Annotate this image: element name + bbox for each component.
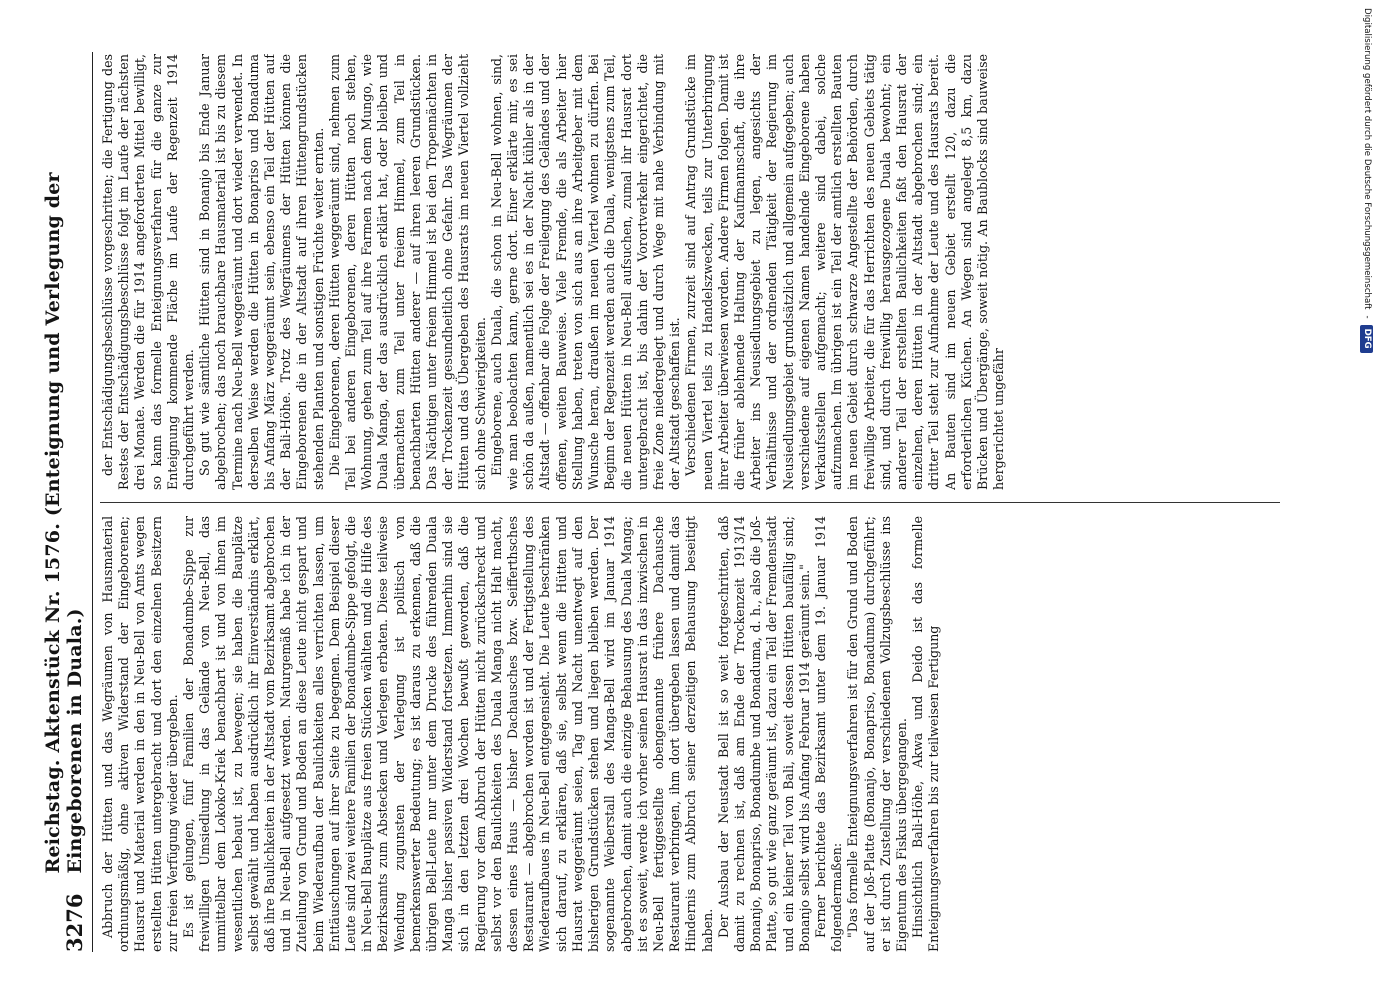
paragraph: Es ist gelungen, fünf Familien der Bonadumbe-Sippe zur freiwilligen Umsiedlung in das Gelände von Neu-Bell, das unmittelbar dem Lokoko-Kriek benachbart ist und von ihnen im wesentlichen bebaut ist, zu bewegen; sie haben die Bauplätze selbst gewählt und haben ausdrücklich ihr Einverständnis erklärt, daß ihre Baulichkeiten in der Altstadt vom Bezirksamt abgebrochen und in Neu-Bell aufgesetzt werden. Naturgemäß habe ich in der Zuteilung von Grund und Boden an diese Leute nicht gespart und beim Wiederaufbau der Baulichkeiten alles verrichten lassen, um Enttäuschungen auf ihrer Seite zu begegnen. Dem Beispiel dieser Leute sind zwei weitere Familien der Bonadumbe-Sippe gefolgt, die in Neu-Bell Bauplätze aus freien Stücken wählten und die Hilfe des Bezirksamts zum Abstecken und Verlegen erbaten. Diese teilweise Wendung zugunsten der Verlegung ist politisch von bemerkenswerter Bedeutung; es ist daraus zu erkennen, daß die übrigen Bell-Leute nur unter dem Drucke des führenden Duala Manga bisher passiven Widerstand fortsetzen. Immerhin sind sie sich in den letzten drei Wochen bewußt geworden, daß die Regierung vor dem Abbruch der Hütten nicht zurückschreckt und selbst vor den Baulichkeiten des Duala Manga nicht Halt macht, dessen eines Haus — bisher Dachausches bzw. Seifferthsches Restaurant — abgebrochen worden ist und der Fertigstellung des Wiederaufbaues in Neu-Bell entgegensieht. Die Leute beschränken sich darauf, zu erklären, daß sie, selbst wenn die Hütten und Hausrat weggeräumt seien, Tag und Nacht unentwegt auf den bisherigen Grundstücken stehen und liegen bleiben werden. Der sogenannte Weiberstall des Manga-Bell wird im Januar 1914 abgebrochen, damit auch die einzige Behausung des Duala Manga; ist es soweit, werde ich vorher seinen Hausrat in das inzwischen in Neu-Bell fertiggestellte obengenannte frühere Dachausche Restaurant verbringen, ihm dort übergeben lassen und damit das Hindernis zum Abbruch seiner derzeitigen Behausung beseitigt haben. <box>181 516 715 952</box>
rotated-document-page <box>42 52 1282 952</box>
paragraph: Der Ausbau der Neustadt Bell ist so weit fortgeschritten, daß damit zu rechnen ist, daß am Ende der Trockenzeit 1913/14 Bonanjo, Bonapriso, Bonadumbe und Bonaduma, d. h., also die Joß-Platte, so gut wie ganz geräumt ist, dazu ein Teil der Fremdenstadt und ein kleiner Teil von Bali, soweit dessen Hütten baufällig sind; Bonanjo selbst wird bis Anfang Februar 1914 geräumt sein." <box>715 516 812 952</box>
paragraph: So gut wie sämtliche Hütten sind in Bonanjo bis Ende Januar abgebrochen; das noch brauchbare Hausmaterial ist bis zu diesem Termine nach Neu-Bell weggeräumt und dort wieder verwendet. In derselben Weise werden die Hütten in Bonapriso und Bonaduma bis Anfang März weggeräumt sein, ebenso ein Teil der Hütten auf der Bali-Höhe. Trotz des Wegräumens der Hütten können die Eingeborenen die in der Altstadt auf ihren Hüttengrundstücken stehenden Planten und sonstigen Früchte weiter ernten. <box>197 54 326 490</box>
page-number: 3276 <box>62 893 87 952</box>
paragraph: Eingeborene, auch Duala, die schon in Neu-Bell wohnen, sind, wie man beobachten kann, gerne dort. Einer erklärte mir, es sei schön da außen, namentlich sei es in der Nacht kühler als in der Altstadt — offenbar die Folge der Freilegung des Geländes und der offenen, weiten Bauweise. Viele Fremde, die als Arbeiter hier Stellung haben, treten von sich aus an ihre Arbeitgeber mit dem Wunsche heran, draußen im neuen Viertel wohnen zu dürfen. Bei Beginn der Regenzeit werden auch die Duala, wenigstens zum Teil, die neuen Hütten in Neu-Bell aufsuchen, zumal ihr Hausrat dort untergebracht ist, bis dahin der Vorortverkehr eingerichtet, die freie Zone niedergelegt und durch Wege mit nahe Verbindung mit der Altstadt geschaffen ist. <box>488 54 683 490</box>
page-header <box>42 52 93 952</box>
left-column <box>100 516 1280 952</box>
paragraph: Die Eingeborenen, deren Hütten weggeräumt sind, nehmen zum Teil bei anderen Eingeborenen, deren Hütten noch stehen, Wohnung, gehen zum Teil auf ihre Farmen nach dem Mungo, wie Duala Manga, der das ausdrücklich erklärt hat, oder bleiben und übernachten zum Teil unter freiem Himmel, zum Teil in benachbarten Hütten anderer — auf ihren leeren Grundstücken. Das Nächtigen unter freiem Himmel ist bei den Tropennächten in der Trockenzeit gesundheitlich ohne Gefahr. Das Wegräumen der Hütten und das Übergeben des Hausrats im neuen Viertel vollzieht sich ohne Schwierigkeiten. <box>326 54 488 490</box>
running-title: Reichstag. Aktenstück Nr. 1576. (Enteignung und Verlegung der Eingeborenen in Duala.) <box>42 172 86 874</box>
digitization-sidebar <box>1356 8 1378 992</box>
paragraph: Abbruch der Hütten und das Wegräumen von Hausmaterial ordnungsmäßig, ohne aktiven Widerstand der Eingeborenen; Hausrat und Material werden in den in Neu-Bell von Amts wegen erstellten Hütten untergebracht und dort den einzelnen Besitzern zur freien Verfügung wieder übergeben. <box>100 516 180 952</box>
digitization-credit-text: Digitalisierung gefördert durch die Deutsche Forschungsgemeinschaft <box>1362 8 1372 310</box>
paragraph: "Das formelle Enteignungsverfahren ist für den Grund und Boden auf der Joß-Platte (Bonanjo, Bonapriso, Bonaduma) durchgeführt; er ist durch Zustellung der verschiedenen Vollzugsbeschlüsse ins Eigentum des Fiskus übergegangen. <box>845 516 909 952</box>
column-divider <box>100 502 1280 503</box>
paragraph: der Entschädigungsbeschlüsse vorgeschritten; die Fertigung des Restes der Entschädigungsbeschlüsse folgt im Laufe der nächsten drei Monate. Werden die für 1914 angeforderten Mittel bewilligt, so kann das formelle Enteignungsverfahren für die ganze zur Enteignung kommende Fläche im Laufe der Regenzeit 1914 durchgeführt werden. <box>100 54 197 490</box>
dfg-logo: DFG <box>1361 325 1374 353</box>
paragraph: Hinsichtlich Bali-Höhe, Akwa und Deido ist das formelle Enteignungsverfahren bis zur teilweisen Fertigung <box>910 516 942 952</box>
credit-separator: - <box>1362 315 1372 319</box>
text-columns <box>100 52 1280 952</box>
digitization-credit <box>1356 8 1378 992</box>
right-column <box>100 54 1280 490</box>
paragraph: Verschiedenen Firmen, zurzeit sind auf Antrag Grundstücke im neuen Viertel teils zu Handelszwecken, teils zur Unterbringung ihrer Arbeiter überwiesen worden. Andere Firmen folgen. Damit ist die früher ablehnende Haltung der Kaufmannschaft, die ihre Arbeiter ins Neusiedlungsgebiet zu legen, angesichts der Verhältnisse und der ordnenden Tätigkeit der Regierung im Neusiedlungsgebiet grundsätzlich und allgemein aufgegeben; auch verschiedene auf eigenen Namen handelnde Eingeborene haben Verkaufsstellen aufgemacht; weitere sind dabei, solche aufzumachen. Im übrigen ist ein Teil der amtlich erstellten Bauten im neuen Gebiet durch schwarze Angestellte der Behörden, durch freiwillige Arbeiter, die für das Herrichten des neuen Gebiets tätig sind, und durch freiwillig herausgezogene Duala bewohnt; ein anderer Teil der erstellten Baulichkeiten faßt den Hausrat der einzelnen, deren Hütten in der Altstadt abgebrochen sind; ein dritter Teil steht zur Aufnahme der Leute und des Hausrats bereit. An Bauten sind im neuen Gebiet erstellt 120, dazu die erforderlichen Küchen. An Wegen sind angelegt 8,5 km, dazu Brücken und Übergänge, soweit nötig. An Baublocks sind bauweise hergerichtet ungefähr <box>683 54 1007 490</box>
paragraph: Ferner berichtete das Bezirksamt unter dem 19. Januar 1914 folgendermaßen: <box>812 516 845 952</box>
